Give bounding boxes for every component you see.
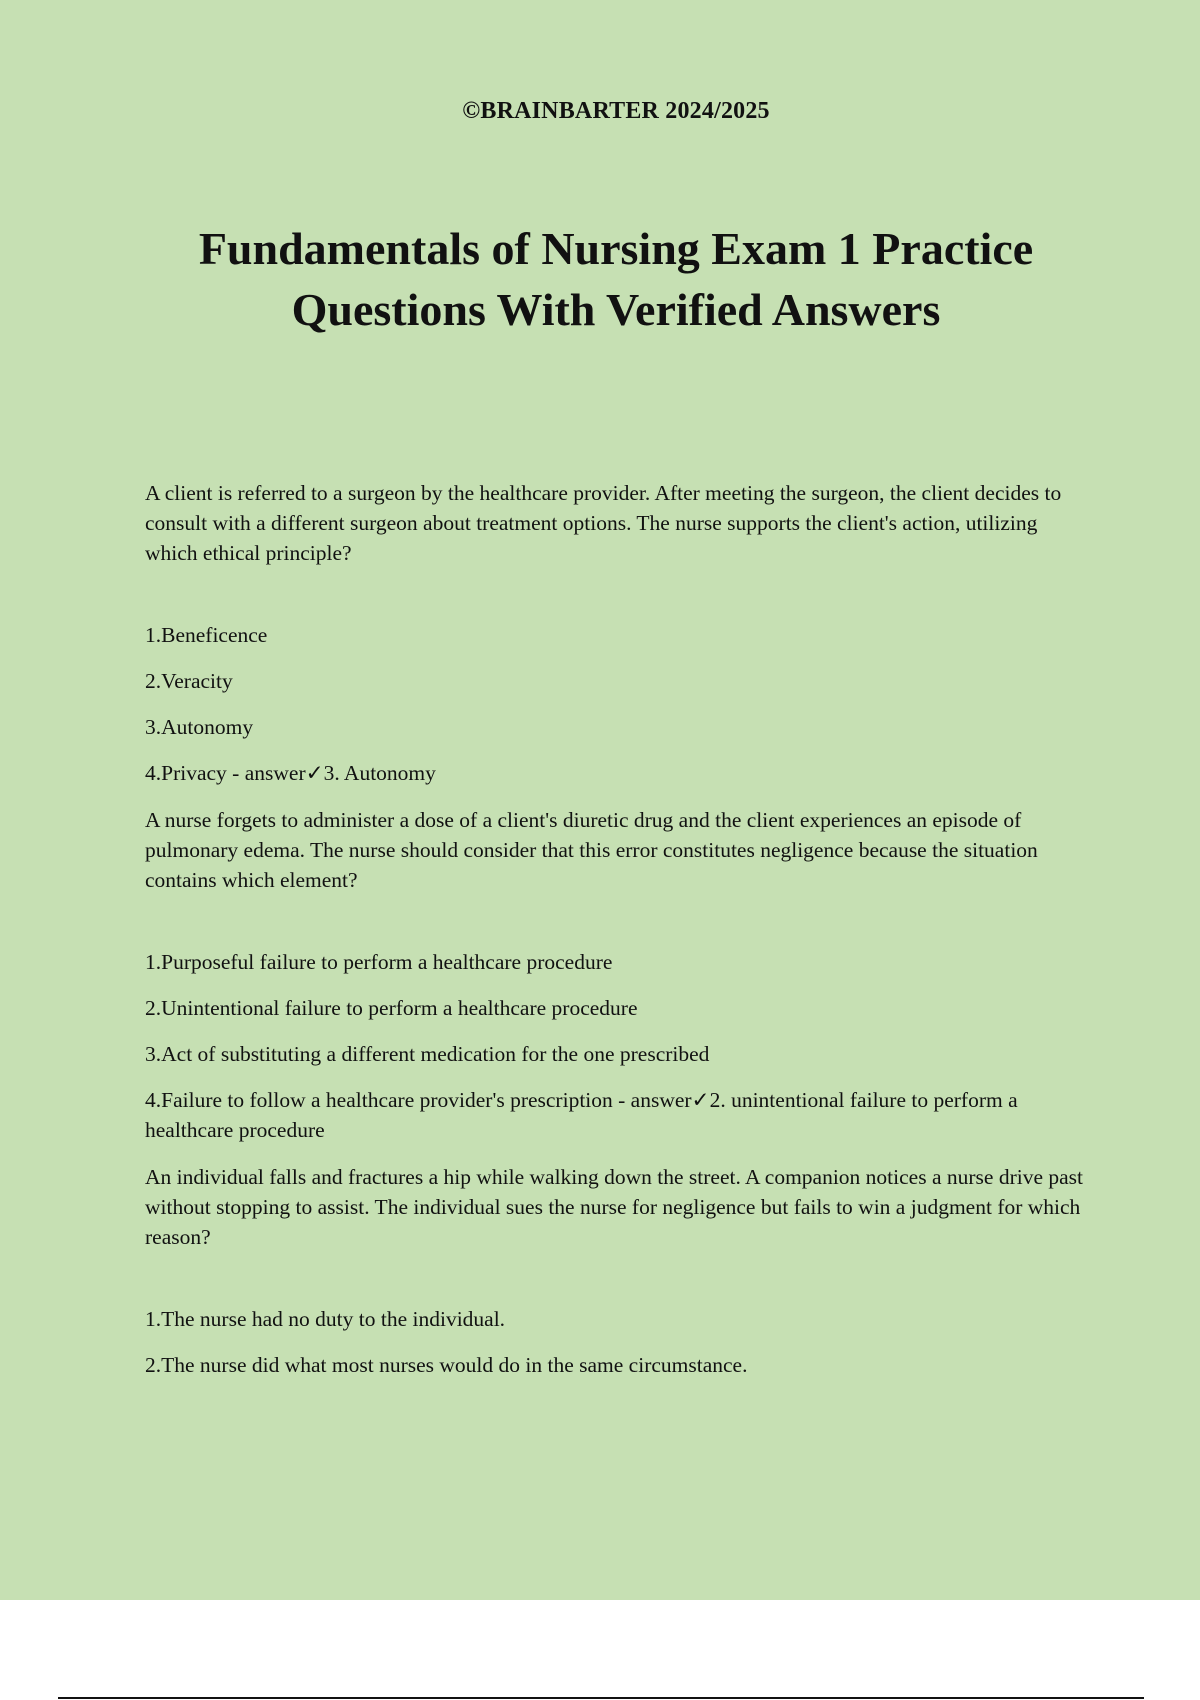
footer-divider bbox=[58, 1697, 1144, 1699]
questions-content bbox=[145, 478, 1085, 1396]
answer-option: 2.Veracity bbox=[145, 669, 233, 693]
answer-option: 3.Autonomy bbox=[145, 715, 254, 739]
answer-option: 1.Purposeful failure to perform a healthcare procedure bbox=[145, 950, 613, 974]
answer-option-with-key: 4.Privacy - answer✓3. Autonomy bbox=[145, 761, 436, 785]
question-text: A nurse forgets to administer a dose of a client's diuretic drug and the client experiences an episode of pulmonary edema. The nurse should consider that this error constitutes negligence because the situation contains which element? bbox=[145, 808, 1038, 892]
answer-option: 2.Unintentional failure to perform a healthcare procedure bbox=[145, 996, 638, 1020]
document-title: Fundamentals of Nursing Exam 1 Practice Questions With Verified Answers bbox=[198, 223, 1034, 335]
answer-option: 1.The nurse had no duty to the individual. bbox=[145, 1307, 506, 1331]
question-text: A client is referred to a surgeon by the healthcare provider. After meeting the surgeon, the client decides to consult with a different surgeon about treatment options. The nurse supports the client's action, utilizing which ethical principle? bbox=[145, 481, 1062, 565]
answer-option-with-key: 4.Failure to follow a healthcare provider's prescription - answer✓2. unintentional failure to perform a healthcare procedure bbox=[145, 1088, 1018, 1142]
copyright-header: ©BRAINBARTER 2024/2025 bbox=[462, 98, 770, 124]
question-text: An individual falls and fractures a hip while walking down the street. A companion notices a nurse drive past without stopping to assist. The individual sues the nurse for negligence but fails to win a judgment for which reason? bbox=[145, 1165, 1084, 1249]
answer-option: 2.The nurse did what most nurses would do in the same circumstance. bbox=[145, 1353, 748, 1377]
answer-option: 3.Act of substituting a different medication for the one prescribed bbox=[145, 1042, 710, 1066]
answer-option: 1.Beneficence bbox=[145, 623, 268, 647]
